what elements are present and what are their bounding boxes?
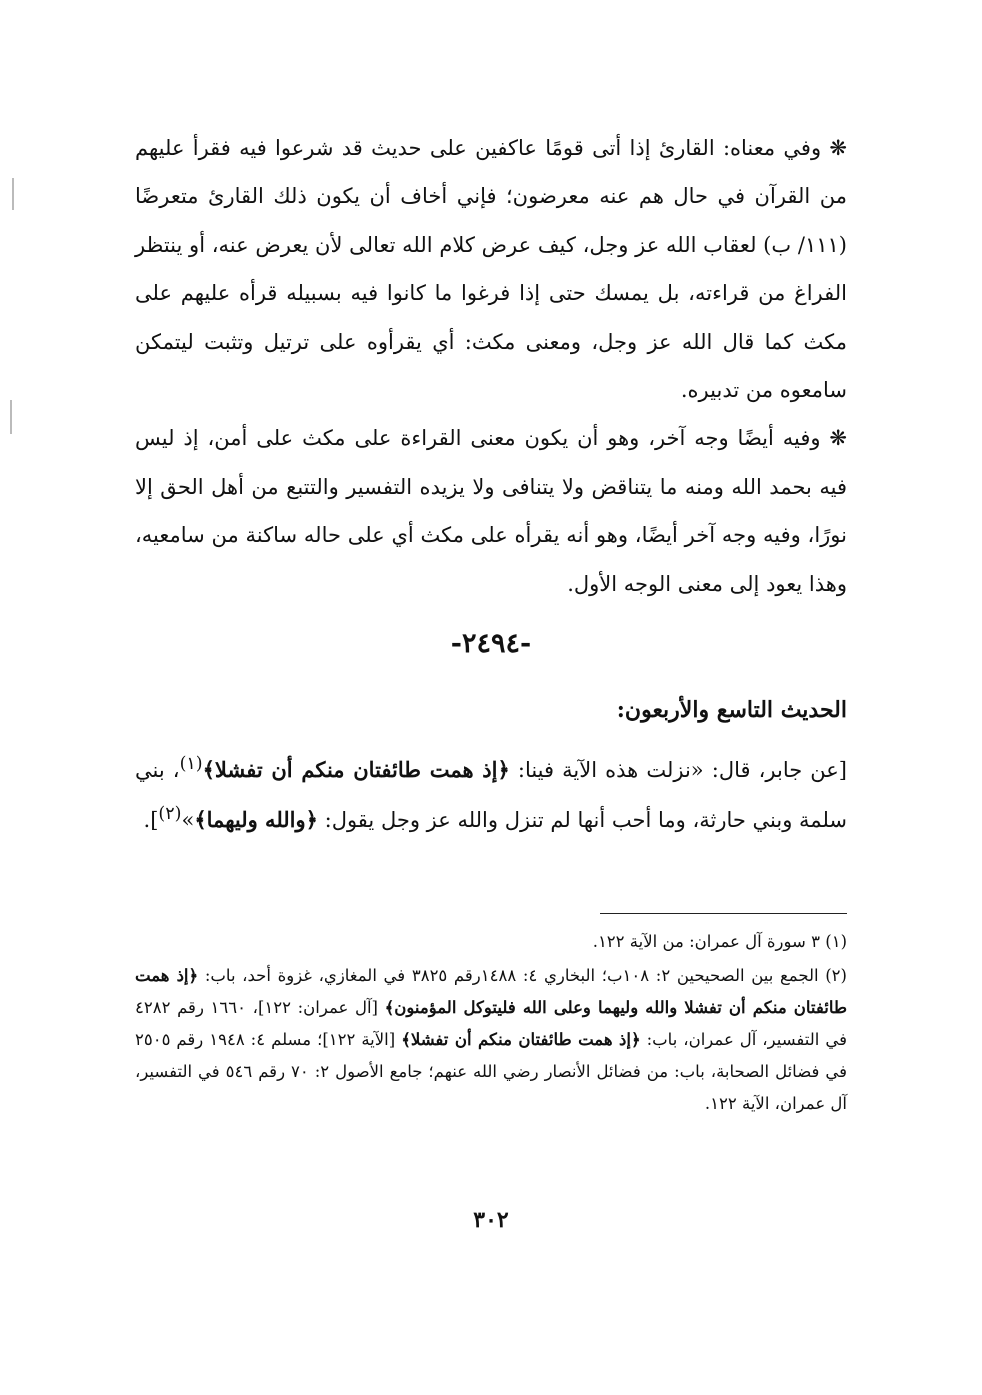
footnote-separator <box>600 913 847 914</box>
quran-verse-2: ﴿والله وليهما﴾ <box>194 807 318 832</box>
footnote-ref-1: (١) <box>179 754 203 774</box>
footnote-number: (٢) <box>825 966 847 985</box>
hadith-text <box>135 742 847 842</box>
page-number: ٣٠٢ <box>473 1207 509 1233</box>
commentary-paragraph-1: ❋ وفي معناه: القارئ إذا أتى قومًا عاكفين على حديث قد شرعوا فيه فقرأ عليهم من القرآن في حال هم عنه معرضون؛ فإني أخاف أن يكون ذلك القارئ متعرضًا (١١١/ ب) لعقاب الله عز وجل، كيف عرض كلام الله تعالى لأن يعرض عنه، أو ينتظر الفراغ من قراءته، بل يمسك حتى إذا فرغوا ما كانوا فيه بسبيله قرأه عليهم على مكث كما قال الله عز وجل، ومعنى مكث: أي يقرأوه على ترتيل وتثبت ليتمكن سامعوه من تدبيره. <box>135 136 847 403</box>
footnote-text: [الآية ١٢٢]؛ مسلم ٤: ١٩٤٨ رقم ٢٥٠٥ في فضائل الصحابة، باب: من فضائل الأنصار رضي الله عنهم؛ جامع الأصول ٢: ٧٠ رقم ٥٤٦ في التفسير، آل عمران، الآية ١٢٢. <box>135 1030 847 1113</box>
footnote-number: (١) <box>825 932 847 951</box>
footnote-2 <box>135 960 847 1120</box>
footnote-verse: ﴿إذ همت طائفتان منكم أن تفشلا﴾ <box>401 1030 641 1049</box>
footnotes <box>135 926 847 1122</box>
quran-verse-1: ﴿إذ همت طائفتان منكم أن تفشلا﴾ <box>202 757 510 782</box>
footnote-text: [آل عمران: ١٢٢]، ١٦٦٠ رقم ٤٢٨٢ في التفسير، آل عمران، باب: <box>135 998 847 1049</box>
footnote-verse: ﴿إذ همت طائفتان منكم أن تفشلا والله وليهما وعلى الله فليتوكل المؤمنون﴾ <box>135 966 847 1017</box>
commentary-paragraph-2: ❋ وفيه أيضًا وجه آخر، وهو أن يكون معنى القراءة على مكث على أمن، إذ ليس فيه بحمد الله ومنه ما يتناقض ولا يتنافى ولا يزيده التفسير والتتبع من أهل الحق إلا نورًا، وفيه وجه آخر أيضًا، وهو أنه يقرأه على مكث أي على حاله ساكنة من سامعيه، وهذا يعود إلى معنى الوجه الأول. <box>135 426 847 596</box>
hadith-text-part-4: ]. <box>143 808 159 832</box>
hadith-text-part-2: ، بني سلمة وبني حارثة، وما أحب أنها لم تنزل والله عز وجل يقول: <box>135 758 847 832</box>
footnote-text: الجمع بين الصحيحين ٢: ١٠٨ب؛ البخاري ٤: ١٤٨٨رقم ٣٨٢٥ في المغازي، غزوة أحد، باب: <box>198 966 819 985</box>
footnote-text: ٣ سورة آل عمران: من الآية ١٢٢. <box>592 932 820 951</box>
commentary-text <box>135 124 847 608</box>
footnote-1 <box>135 926 847 958</box>
hadith-number: -٢٤٩٤- <box>450 628 532 659</box>
section-heading: الحديث التاسع والأربعون: <box>616 697 847 723</box>
footnote-ref-2: (٢) <box>158 804 182 824</box>
hadith-text-part-1: [عن جابر، قال: «نزلت هذه الآية فينا: <box>509 758 847 782</box>
scan-mark-lower <box>10 400 12 434</box>
hadith-text-part-3: » <box>181 808 195 832</box>
scan-mark-upper <box>12 178 14 210</box>
